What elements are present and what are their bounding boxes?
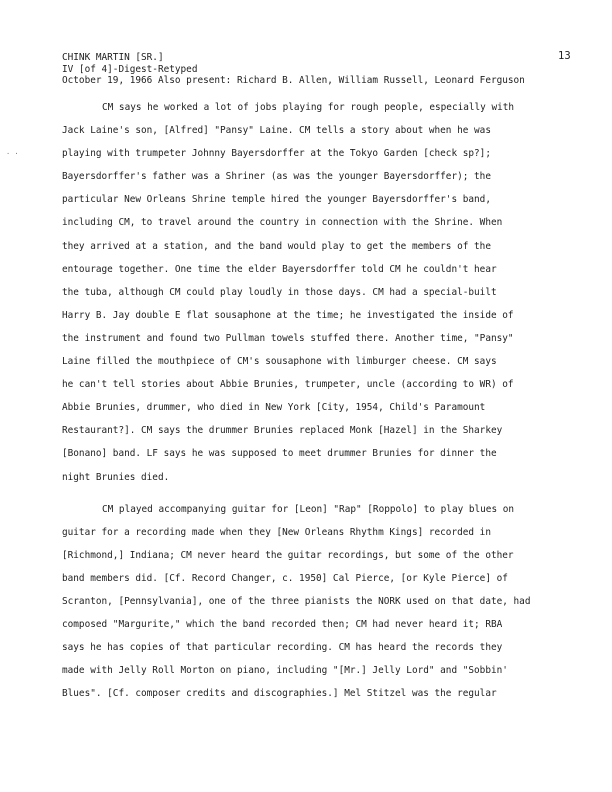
page-number: 13	[558, 50, 571, 62]
scan-speck: · ·	[6, 150, 19, 158]
text-line: band members did. [Cf. Record Changer, c. 1950] Cal Pierce, [or Kyle Pierce] of	[62, 572, 508, 584]
text-line: entourage together. One time the elder Bayersdorffer told CM he couldn't hear	[62, 263, 497, 275]
text-line: particular New Orleans Shrine temple hired the younger Bayersdorffer's band,	[62, 194, 491, 206]
text-line: playing with trumpeter Johnny Bayersdorffer at the Tokyo Garden [check sp?];	[62, 148, 491, 160]
text-line: Bayersdorffer's father was a Shriner (as was the younger Bayersdorffer); the	[62, 171, 491, 183]
text-line: Laine filled the mouthpiece of CM's sousaphone with limburger cheese. CM says	[62, 356, 497, 368]
text-line: Jack Laine's son, [Alfred] "Pansy" Laine. CM tells a story about when he was	[62, 125, 491, 137]
text-line: composed "Margurite," which the band recorded then; CM had never heard it; RBA	[62, 619, 503, 631]
text-line: made with Jelly Roll Morton on piano, including "[Mr.] Jelly Lord" and "Sobbin'	[62, 665, 508, 677]
text-line: Restaurant?]. CM says the drummer Brunies replaced Monk [Hazel] in the Sharkey	[62, 425, 503, 437]
text-line: CM says he worked a lot of jobs playing for rough people, especially with	[102, 102, 515, 113]
document-header	[62, 52, 525, 87]
text-line: Scranton, [Pennsylvania], one of the three pianists the NORK used on that date, had	[62, 595, 531, 607]
text-line: the instrument and found two Pullman towels stuffed there. Another time, "Pansy"	[62, 332, 514, 344]
text-line: Harry B. Jay double E flat sousaphone at the time; he investigated the inside of	[62, 309, 514, 321]
paragraph-gap	[62, 489, 572, 498]
text-line: guitar for a recording made when they [New Orleans Rhythm Kings] recorded in	[62, 526, 491, 538]
paragraph	[62, 498, 572, 706]
text-line: the tuba, although CM could play loudly in those days. CM had a special-built	[62, 286, 497, 298]
header-date-attendees: October 19, 1966 Also present: Richard B. Allen, William Russell, Leonard Ferguson	[62, 75, 525, 87]
text-line: he can't tell stories about Abbie Brunies, trumpeter, uncle (according to WR) of	[62, 379, 514, 391]
text-line: says he has copies of that particular recording. CM has heard the records they	[62, 642, 503, 654]
digest-body	[62, 96, 572, 705]
text-line: [Richmond,] Indiana; CM never heard the guitar recordings, but some of the other	[62, 549, 514, 561]
text-line: including CM, to travel around the country in connection with the Shrine. When	[62, 217, 503, 229]
text-line: night Brunies died.	[62, 471, 170, 483]
text-line: [Bonano] band. LF says he was supposed to meet drummer Brunies for dinner the	[62, 448, 497, 460]
text-line: CM played accompanying guitar for [Leon] "Rap" [Roppolo] to play blues on	[102, 503, 515, 515]
paragraph	[62, 96, 572, 489]
text-line: Blues". [Cf. composer credits and discographies.] Mel Stitzel was the regular	[62, 688, 497, 700]
header-reel: IV [of 4]-Digest-Retyped	[62, 63, 198, 75]
text-line: they arrived at a station, and the band would play to get the members of the	[62, 240, 491, 252]
text-line: Abbie Brunies, drummer, who died in New York [City, 1954, Child's Paramount	[62, 402, 486, 414]
header-title: CHINK MARTIN [SR.]	[62, 52, 164, 63]
